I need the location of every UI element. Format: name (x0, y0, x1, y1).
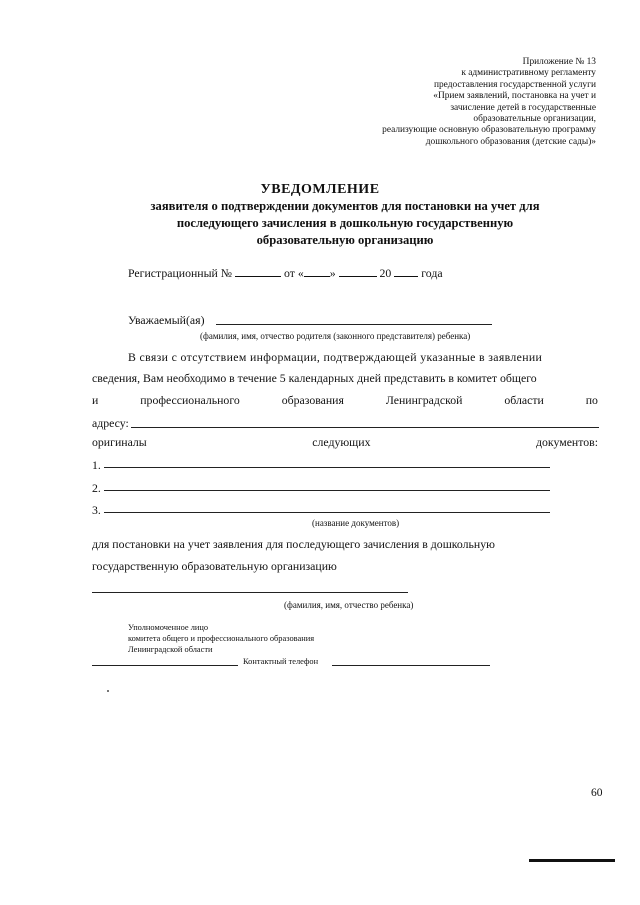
child-caption: (фамилия, имя, отчество ребенка) (284, 600, 414, 610)
appendix-line: к административному регламенту (461, 68, 596, 79)
body-word: следующих (312, 435, 371, 449)
greeting-label: Уважаемый(ая) (128, 313, 205, 327)
appendix-line: дошкольного образования (детские сады)» (425, 136, 596, 147)
registration-year-field[interactable] (394, 266, 418, 277)
document-subtitle (80, 198, 610, 249)
purpose-line: государственную образовательную организацию (92, 559, 337, 573)
body-line-1 (128, 350, 600, 365)
document-item-field[interactable] (104, 512, 550, 513)
appendix-line: зачисление детей в государственные (450, 102, 596, 113)
body-word: образования (281, 393, 344, 407)
subtitle-line: образовательную организацию (256, 233, 434, 247)
body-line-5 (92, 435, 598, 450)
address-label: адресу: (92, 416, 129, 430)
registration-month-field[interactable] (339, 266, 377, 277)
appendix-line: «Прием заявлений, постановка на учет и (433, 91, 596, 102)
registration-number-field[interactable] (235, 266, 281, 277)
greeting-name-field[interactable] (216, 324, 492, 325)
subtitle-line: заявителя о подтверждении документов для постановки на учет для (150, 199, 540, 213)
document-item-number: 3. (92, 503, 101, 517)
footer-bar (529, 859, 615, 862)
body-word: по (585, 393, 598, 407)
document-item-number: 2. (92, 481, 101, 495)
appendix-line: предоставления государственной услуги (433, 79, 596, 90)
page-number: 60 (591, 787, 603, 799)
registration-day-field[interactable] (304, 266, 330, 277)
document-item-field[interactable] (104, 490, 550, 491)
address-field[interactable] (131, 427, 599, 428)
child-name-field[interactable] (92, 592, 408, 593)
authorized-line: комитета общего и профессионального образования (128, 634, 315, 643)
greeting-caption: (фамилия, имя, отчество родителя (законного представителя) ребенка) (200, 331, 471, 341)
phone-label: Контактный телефон (243, 657, 319, 666)
body-word: и (92, 393, 99, 407)
document-item-field[interactable] (104, 467, 550, 468)
documents-caption: (название документов) (312, 518, 400, 528)
scan-speck (107, 690, 109, 692)
authorized-signature-field[interactable] (92, 665, 238, 666)
body-word: документов: (536, 435, 598, 449)
registration-line (128, 266, 443, 281)
authorized-line: Уполномоченное лицо (128, 623, 209, 632)
body-word: области (504, 393, 544, 407)
authorized-line: Ленинградской области (128, 645, 213, 654)
registration-year-suffix: года (421, 266, 443, 280)
appendix-block (382, 57, 596, 148)
purpose-line: для постановки на учет заявления для последующего зачисления в дошкольную (92, 537, 495, 551)
body-line-2: сведения, Вам необходимо в течение 5 календарных дней представить в комитет общего (92, 371, 537, 385)
registration-quote: » (329, 266, 336, 280)
document-item-number: 1. (92, 458, 101, 472)
registration-year-prefix: 20 (379, 266, 392, 280)
appendix-line: реализующие основную образовательную программу (382, 125, 596, 136)
subtitle-line: последующего зачисления в дошкольную государственную (176, 216, 514, 230)
appendix-line: образовательные организации, (473, 114, 596, 125)
registration-label: Регистрационный № (128, 266, 233, 280)
body-line-3 (92, 393, 598, 408)
body-word: оригиналы (92, 435, 147, 449)
body-word: Ленинградской (385, 393, 463, 407)
document-title: УВЕДОМЛЕНИЕ (260, 182, 380, 197)
body-word: профессионального (140, 393, 240, 407)
body-text: В связи с отсутствием информации, подтверждающей указанные в заявлении (128, 350, 543, 364)
registration-from: от « (283, 266, 304, 280)
appendix-line: Приложение № 13 (522, 57, 596, 67)
phone-field[interactable] (332, 665, 490, 666)
